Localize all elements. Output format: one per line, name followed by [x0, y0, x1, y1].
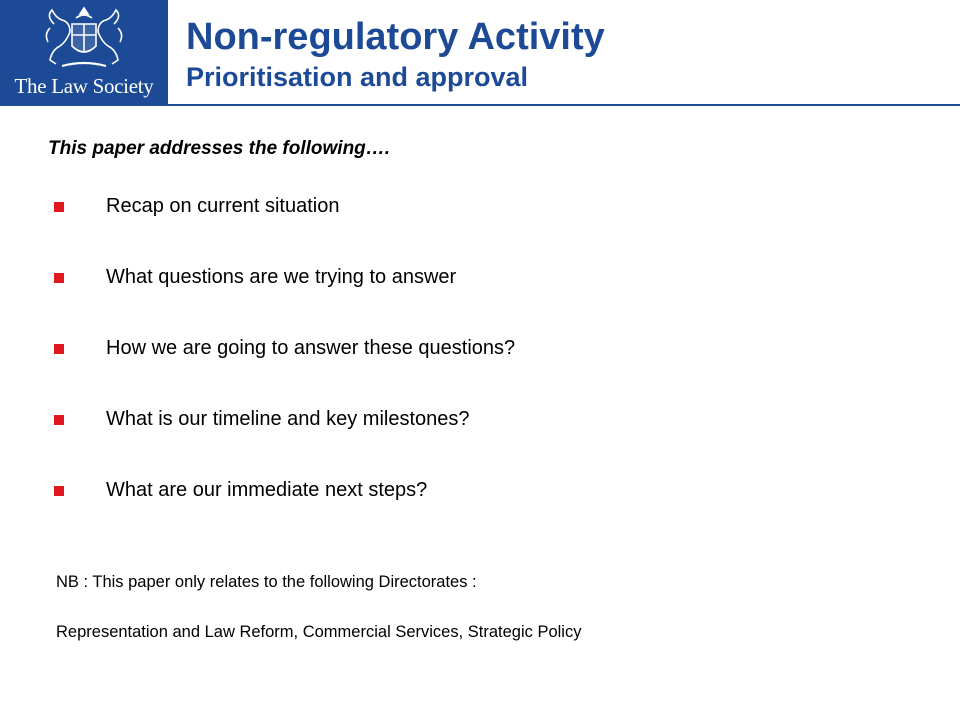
note-text: NB : This paper only relates to the following Directorates :: [56, 573, 477, 591]
bullet-text: What questions are we trying to answer: [106, 266, 457, 288]
bullet-text: What are our immediate next steps?: [106, 479, 428, 501]
bullet-text: What is our timeline and key milestones?: [106, 408, 470, 430]
logo-wordmark: The Law Society: [14, 74, 154, 98]
square-bullet-icon: [54, 273, 64, 283]
bullet-text: How we are going to answer these questions?: [106, 337, 516, 359]
law-society-logo: [0, 0, 168, 106]
coat-of-arms-icon: [36, 6, 132, 72]
square-bullet-icon: [54, 344, 64, 354]
bullet-text: Recap on current situation: [106, 195, 340, 217]
slide-header: [186, 14, 946, 94]
square-bullet-icon: [54, 486, 64, 496]
square-bullet-icon: [54, 202, 64, 212]
page-title: Non-regulatory Activity: [186, 16, 605, 58]
square-bullet-icon: [54, 415, 64, 425]
note-directorates: Representation and Law Reform, Commercial Services, Strategic Policy: [56, 623, 582, 641]
intro-text: This paper addresses the following….: [48, 138, 391, 159]
header-divider: [168, 104, 960, 106]
page-subtitle: Prioritisation and approval: [186, 62, 529, 92]
